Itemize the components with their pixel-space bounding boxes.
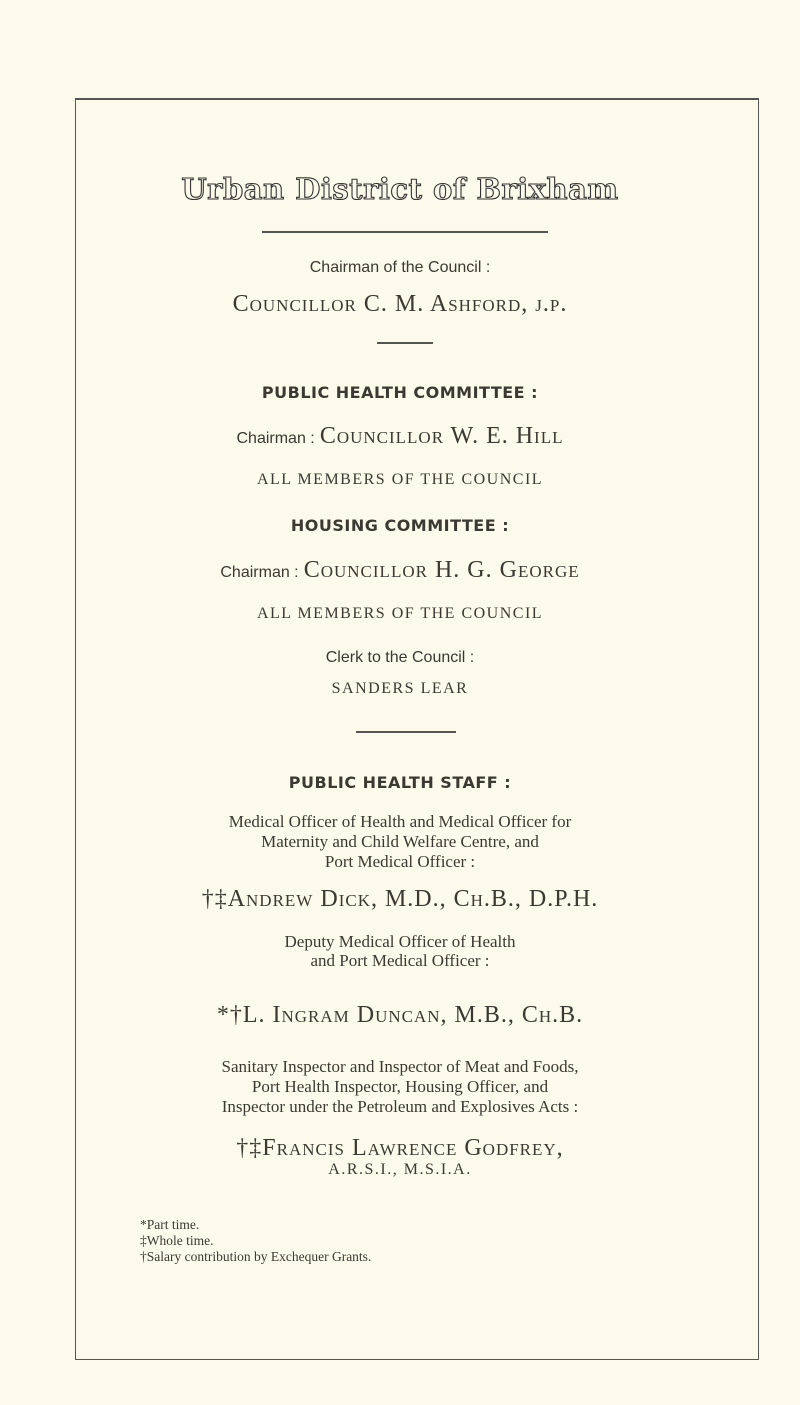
phc-chairman-name: Councillor W. E. Hill (319, 423, 564, 449)
phc-chairman-label: Chairman : (236, 430, 315, 447)
housing-chairman (0, 557, 800, 584)
clerk-label: Clerk to the Council : (325, 649, 475, 666)
inspector-name: †‡Francis Lawrence Godfrey, (236, 1135, 564, 1161)
inspector-role: Sanitary Inspector and Inspector of Meat and Foods, (221, 1057, 579, 1076)
divider (377, 342, 433, 344)
phc-heading: PUBLIC HEALTH COMMITTEE : (261, 383, 539, 402)
deputy-name: *†L. Ingram Duncan, M.B., Ch.B. (216, 1002, 584, 1028)
phc-chairman (0, 423, 800, 450)
phc-members: ALL MEMBERS OF THE COUNCIL (256, 471, 544, 488)
deputy-role: Deputy Medical Officer of Health (284, 932, 516, 951)
footnote: ‡Whole time. (140, 1233, 214, 1248)
footnote: *Part time. (140, 1217, 200, 1232)
housing-heading: HOUSING COMMITTEE : (290, 516, 510, 535)
moh-role: Port Medical Officer : (324, 852, 476, 871)
staff-heading: PUBLIC HEALTH STAFF : (288, 773, 512, 792)
inspector-role: Port Health Inspector, Housing Officer, and (251, 1077, 549, 1096)
council-chairman-name: Councillor C. M. Ashford, j.p. (232, 291, 568, 317)
deputy-role: and Port Medical Officer : (310, 951, 490, 970)
divider (262, 231, 548, 233)
clerk-name: SANDERS LEAR (331, 680, 469, 697)
moh-role: Medical Officer of Health and Medical Officer for (228, 812, 572, 831)
inspector-qualifications: A.R.S.I., M.S.I.A. (328, 1161, 472, 1178)
footnote: †Salary contribution by Exchequer Grants. (140, 1249, 372, 1264)
divider (356, 731, 456, 733)
housing-chairman-label: Chairman : (220, 564, 299, 581)
council-chairman-label: Chairman of the Council : (309, 259, 491, 276)
housing-members: ALL MEMBERS OF THE COUNCIL (256, 605, 544, 622)
moh-role: Maternity and Child Welfare Centre, and (261, 832, 539, 851)
page-title: Urban District of Brixham (181, 172, 619, 206)
moh-name: †‡Andrew Dick, M.D., Ch.B., D.P.H. (201, 886, 599, 912)
housing-chairman-name: Councillor H. G. George (303, 557, 580, 583)
inspector-role: Inspector under the Petroleum and Explosives Acts : (221, 1097, 579, 1116)
